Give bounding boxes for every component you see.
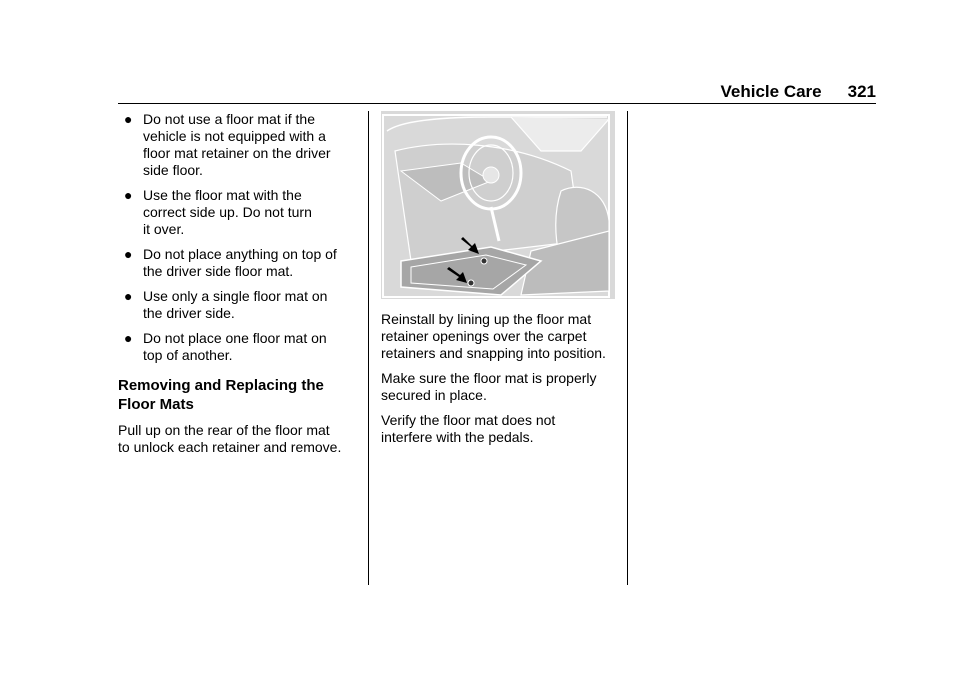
paragraph-line: Verify the floor mat does not (381, 412, 556, 428)
paragraph-line: Make sure the floor mat is properly (381, 370, 597, 386)
bullet-dot: ● (124, 111, 133, 127)
paragraph-line: interfere with the pedals. (381, 429, 534, 445)
bullet-item (118, 288, 358, 322)
section-heading (118, 376, 358, 414)
section-body (118, 422, 358, 456)
paragraph (381, 370, 617, 404)
bullet-item (118, 187, 358, 238)
page-header (600, 82, 876, 102)
bullet-item (118, 330, 358, 364)
bullet-item (118, 111, 358, 179)
bullet-line: vehicle is not equipped with a (143, 128, 326, 144)
bullet-line: Use the floor mat with the (143, 187, 302, 203)
car-interior-drawing (381, 111, 615, 299)
bullet-dot: ● (124, 330, 133, 346)
column-divider-right (627, 111, 628, 585)
paragraph (381, 311, 617, 362)
bullet-line: Do not place one floor mat on (143, 330, 327, 346)
bullet-line: top of another. (143, 347, 233, 363)
paragraph (381, 412, 617, 446)
paragraph-line: Reinstall by lining up the floor mat (381, 311, 592, 327)
bullet-item (118, 246, 358, 280)
right-column (381, 311, 617, 454)
paragraph-line: secured in place. (381, 387, 487, 403)
bullet-line: it over. (143, 221, 185, 237)
heading-line: Removing and Replacing the (118, 377, 324, 394)
column-divider-left (368, 111, 369, 585)
paragraph-line: retainer openings over the carpet (381, 328, 587, 344)
header-rule (118, 103, 876, 104)
heading-line: Floor Mats (118, 396, 194, 413)
body-line: Pull up on the rear of the floor mat (118, 422, 330, 438)
paragraph-line: retainers and snapping into position. (381, 345, 606, 361)
bullet-line: Use only a single floor mat on (143, 288, 328, 304)
bullet-line: the driver side floor mat. (143, 263, 294, 279)
bullet-line: Do not use a floor mat if the (143, 111, 315, 127)
bullet-dot: ● (124, 288, 133, 304)
bullet-line: the driver side. (143, 305, 235, 321)
bullet-line: Do not place anything on top of (143, 246, 337, 262)
bullet-line: correct side up. Do not turn (143, 204, 312, 220)
page-number: 321 (847, 82, 876, 101)
body-line: to unlock each retainer and remove. (118, 439, 342, 455)
bullet-line: side floor. (143, 162, 203, 178)
bullet-dot: ● (124, 246, 133, 262)
section-title: Vehicle Care (720, 82, 822, 101)
bullet-dot: ● (124, 187, 133, 203)
bullet-line: floor mat retainer on the driver (143, 145, 331, 161)
left-column (118, 111, 358, 456)
floor-mat-illustration (381, 111, 615, 299)
